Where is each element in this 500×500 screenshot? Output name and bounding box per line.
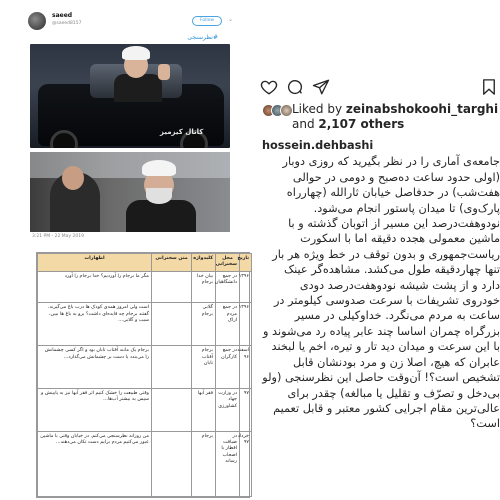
tweet-header [28, 12, 238, 36]
car-window [30, 152, 230, 178]
person-turban [142, 160, 176, 176]
tweet-avatar [28, 12, 46, 30]
table-cell: خرداد ۹۷ [240, 431, 252, 496]
table-row [38, 271, 252, 302]
table-cell [152, 303, 192, 346]
person-hand [158, 64, 170, 80]
liked-by-user[interactable]: zeinabshokoohi_targhi [345, 102, 499, 116]
post-caption [262, 138, 500, 432]
post-sidebar [258, 0, 500, 500]
person-robe [126, 200, 196, 232]
table-cell: برجام آفتاب تابان [192, 346, 216, 389]
table-cell: بیان خدا برجام [192, 271, 216, 302]
table-header-row [38, 254, 252, 272]
table-cell: است ولی امروز همه‌ی کودک ها درب باغ می‌گیرند. گفتند برجام چه فایده‌ای داشت؟ برو به باغ ها ببین، سیب و گلابی… [38, 303, 152, 346]
caption-text: جامعه‌ی آماری را در نظر بگیرید که روزی دوبار (اولی حدود ساعت ده‌صبح و دومی در حوالی هفت‌شب) در حدفاصل خیابان ثارالله (چهارراه پارک‌وی) تا میدان پاستور انجام می‌شود. نود‌وهفت‌درصد این مسیر از اتوبان گذشته و با ماشین معمولی هجده دقیقه اما با اسکورت ریاست‌جمهوری و بدون توقف در خط ویژه هر بار تنها چهاردقیقه طول می‌کشد. مشاهده‌گر عینک دارد و از پشت شیشه نود‌وهفت‌درصد دودی خودروی تشریفات با سرعت صدوسی کیلومتر در ساعت به مردم می‌نگرد. خداوکیلی در مسیر بزرگراه چمران اساسا چند عابر پیاده رد می‌شوند و با این سرعت و میدان دید تار و تیره، اخم یا لبخند عابران که هیچ، اصلا زن و مرد بودنشان قابل تشخیص است؟! آن‌وقت حاصل این نظرسنجی (ولو بی‌دخل و تصرّف و تقلیل یا مبالغه) چقدر برای عالی‌ترین مقام اجرایی کشور معتبر و قابل تعمیم است؟ [262, 155, 500, 431]
table-cell: گلابی برجام [192, 303, 216, 346]
table-cell: مگر ما برجام را آوردیم؟ خدا برجام را آورد [38, 271, 152, 302]
share-icon[interactable] [312, 78, 330, 96]
table-cell [152, 346, 192, 389]
tweet-timestamp: 3:21 PM - 22 May 2019 [32, 234, 84, 239]
person-turban [122, 46, 150, 60]
person-beard [146, 188, 172, 204]
table-cell: وقتی طبیعت را خشک کنیم اثر فقر آبها نیز به پایینش و سپس به بیشتر آب‌ها… [38, 388, 152, 431]
table-cell: اسفند ۹۶ [240, 346, 252, 389]
action-bar [260, 78, 500, 98]
table-cell: در وزارت جهاد کشاورزی [216, 388, 240, 431]
table-header: متن سخنرانی [152, 254, 192, 272]
tweet-handle: @saeed8157 [52, 21, 82, 26]
table-cell: ۱۳۹۶ [240, 303, 252, 346]
table-header: محل سخنرانی [216, 254, 240, 272]
table-cell [152, 388, 192, 431]
table-header: تاریخ [240, 254, 252, 272]
table-cell: من روزانه نظرسنجی می‌کنم. در خیابان وقتی با ماشین عبور می‌کنیم مردم برایم دست تکان می‌دهند… [38, 431, 152, 496]
caption-username[interactable]: hossein.dehbashi [262, 139, 374, 152]
liker-avatars [262, 104, 292, 118]
table-header: اظهارات [38, 254, 152, 272]
table-cell [152, 271, 192, 302]
table-cell: برجام [192, 431, 216, 496]
table-row [38, 346, 252, 389]
heart-icon[interactable] [260, 78, 278, 96]
table-row [38, 431, 252, 496]
liked-by-prefix: Liked by [292, 102, 346, 116]
table-cell: در جمع مردم اراک [216, 303, 240, 346]
post-image[interactable] [10, 6, 250, 498]
table-cell [152, 431, 192, 496]
likes-summary [262, 102, 498, 132]
person-robe [114, 74, 162, 102]
photo-car-interior [30, 152, 230, 232]
table-header: کلیدواژه [192, 254, 216, 272]
chevron-down-icon: ⌄ [228, 16, 234, 23]
tweet-name: saeed [52, 12, 73, 19]
liked-by-and: and [292, 117, 319, 131]
likes-text [292, 102, 500, 132]
channel-watermark: کانال کیزمیز [160, 128, 204, 136]
speech-table [36, 252, 250, 498]
bookmark-icon[interactable] [480, 78, 498, 96]
tweet-hashtag: #نظرسنجی [187, 34, 218, 41]
comment-icon[interactable] [286, 78, 304, 96]
tweet-follow-button: Follow [192, 16, 222, 26]
table-cell: در ضیافت افطار با اصحاب رسانه [216, 431, 240, 496]
table-cell: برجام یک مانند آفتاب تابان بود و اگر کسی چشمانش را می‌بندد یا دست بر چشمانش می‌گذارد… [38, 346, 152, 389]
table-cell: ۹۷ [240, 388, 252, 431]
table-cell: در جمع دانشگاهیان [216, 271, 240, 302]
liked-by-count[interactable]: 2,107 others [318, 117, 405, 131]
table-cell: در جمع کارگران [216, 346, 240, 389]
table-cell: ۱۳۹۶ [240, 271, 252, 302]
table-row [38, 388, 252, 431]
table-row [38, 303, 252, 346]
table-cell: فقر آبها [192, 388, 216, 431]
passenger-face [62, 166, 84, 190]
photo-car-window [30, 44, 230, 148]
